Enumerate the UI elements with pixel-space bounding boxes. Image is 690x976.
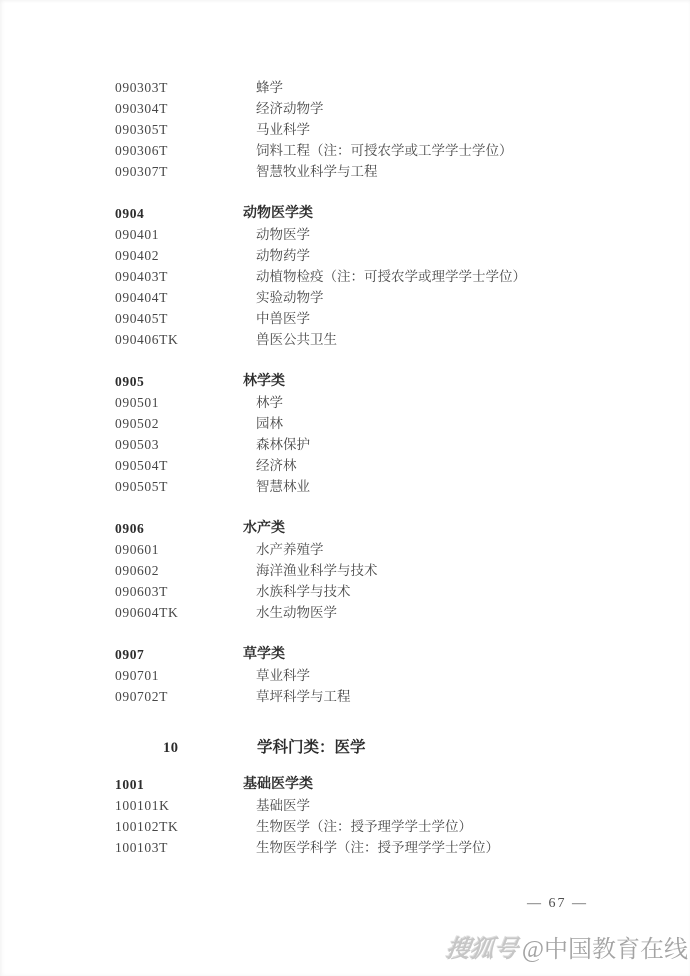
major-code: 090406TK xyxy=(115,332,179,347)
major-code: 090306T xyxy=(115,143,168,158)
major-code: 090702T xyxy=(115,689,168,704)
major-row xyxy=(115,224,680,245)
major-name: 海洋渔业科学与技术 xyxy=(256,563,378,578)
major-code: 090601 xyxy=(115,542,160,557)
major-row xyxy=(115,77,680,98)
major-row xyxy=(115,686,680,707)
major-row xyxy=(115,98,680,119)
category-title: 水产类 xyxy=(243,521,285,536)
category-title: 基础医学类 xyxy=(243,777,313,792)
discipline-division-heading xyxy=(115,736,680,760)
major-code: 090604TK xyxy=(115,605,179,620)
major-name: 智慧牧业科学与工程 xyxy=(256,164,378,179)
major-row xyxy=(115,287,680,308)
page-number: — 67 — xyxy=(527,896,588,911)
major-name: 智慧林业 xyxy=(256,479,310,494)
category-code: 0905 xyxy=(115,374,145,389)
catalog-content xyxy=(115,77,680,858)
category-header-row xyxy=(115,518,680,539)
major-name: 动植物检疫（注：可授农学或理学学士学位） xyxy=(256,269,526,284)
major-name: 实验动物学 xyxy=(256,290,324,305)
major-name: 兽医公共卫生 xyxy=(256,332,337,347)
major-row xyxy=(115,795,680,816)
division-code: 10 xyxy=(163,740,179,756)
major-code: 090502 xyxy=(115,416,160,431)
major-code: 090501 xyxy=(115,395,160,410)
major-row xyxy=(115,434,680,455)
section-0905 xyxy=(115,371,680,497)
major-code: 090307T xyxy=(115,164,168,179)
major-code: 090602 xyxy=(115,563,160,578)
category-header-row xyxy=(115,371,680,392)
major-name: 中兽医学 xyxy=(256,311,310,326)
major-code: 090701 xyxy=(115,668,160,683)
major-row xyxy=(115,245,680,266)
sohu-logo-text: 搜狐号 xyxy=(444,937,520,963)
major-name: 动物药学 xyxy=(256,248,310,263)
major-name: 水生动物医学 xyxy=(256,605,337,620)
major-name: 水产养殖学 xyxy=(256,542,324,557)
major-row xyxy=(115,119,680,140)
major-code: 090503 xyxy=(115,437,160,452)
major-row xyxy=(115,837,680,858)
category-code: 0906 xyxy=(115,521,145,536)
section-0907 xyxy=(115,644,680,707)
category-header-row xyxy=(115,644,680,665)
category-header-row xyxy=(115,774,680,795)
major-code: 090603T xyxy=(115,584,168,599)
major-code: 090403T xyxy=(115,269,168,284)
major-name: 园林 xyxy=(256,416,283,431)
major-row xyxy=(115,161,680,182)
major-row xyxy=(115,455,680,476)
major-name: 马业科学 xyxy=(256,122,310,137)
section-0903-continuation xyxy=(115,77,680,182)
major-row xyxy=(115,560,680,581)
major-row xyxy=(115,665,680,686)
major-row xyxy=(115,539,680,560)
division-title: 学科门类：医学 xyxy=(257,739,366,756)
major-name: 经济林 xyxy=(256,458,297,473)
major-row xyxy=(115,476,680,497)
category-code: 0904 xyxy=(115,206,145,221)
major-name: 动物医学 xyxy=(256,227,310,242)
major-name: 林学 xyxy=(256,395,283,410)
major-row xyxy=(115,329,680,350)
major-name: 水族科学与技术 xyxy=(256,584,351,599)
major-code: 100101K xyxy=(115,798,170,813)
category-title: 草学类 xyxy=(243,647,285,662)
section-1001 xyxy=(115,774,680,858)
major-name: 基础医学 xyxy=(256,798,310,813)
major-name: 饲料工程（注：可授农学或工学学士学位） xyxy=(256,143,513,158)
major-name: 蜂学 xyxy=(256,80,283,95)
major-code: 090404T xyxy=(115,290,168,305)
major-name: 森林保护 xyxy=(256,437,310,452)
major-code: 090304T xyxy=(115,101,168,116)
major-name: 经济动物学 xyxy=(256,101,324,116)
major-row xyxy=(115,413,680,434)
major-row xyxy=(115,581,680,602)
category-title: 林学类 xyxy=(243,374,285,389)
major-code: 100103T xyxy=(115,840,168,855)
major-code: 100102TK xyxy=(115,819,179,834)
major-code: 090402 xyxy=(115,248,160,263)
major-row xyxy=(115,266,680,287)
major-code: 090405T xyxy=(115,311,168,326)
watermark-account: @中国教育在线 xyxy=(521,937,688,963)
major-code: 090303T xyxy=(115,80,168,95)
major-name: 生物医学科学（注：授予理学学士学位） xyxy=(256,840,499,855)
category-code: 1001 xyxy=(115,777,145,792)
major-code: 090505T xyxy=(115,479,168,494)
section-0904 xyxy=(115,203,680,350)
major-row xyxy=(115,602,680,623)
major-code: 090504T xyxy=(115,458,168,473)
major-code: 090401 xyxy=(115,227,160,242)
major-row xyxy=(115,816,680,837)
major-name: 草业科学 xyxy=(256,668,310,683)
category-code: 0907 xyxy=(115,647,145,662)
major-code: 090305T xyxy=(115,122,168,137)
section-0906 xyxy=(115,518,680,623)
major-name: 生物医学（注：授予理学学士学位） xyxy=(256,819,472,834)
major-row xyxy=(115,392,680,413)
major-row xyxy=(115,140,680,161)
category-header-row xyxy=(115,203,680,224)
watermark xyxy=(446,931,688,969)
category-title: 动物医学类 xyxy=(243,206,313,221)
major-name: 草坪科学与工程 xyxy=(256,689,351,704)
major-row xyxy=(115,308,680,329)
